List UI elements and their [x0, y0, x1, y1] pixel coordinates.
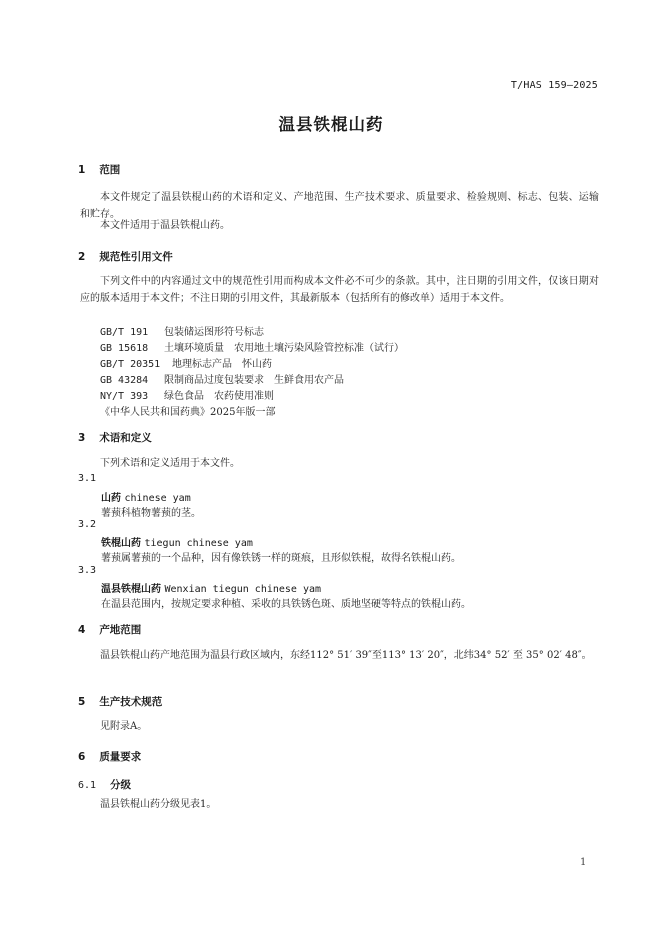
section-title: 生产技术规范: [99, 696, 163, 708]
reference-code: GB 15618: [100, 343, 149, 354]
document-title: 温县铁棍山药: [278, 115, 384, 134]
term-number: 3.1: [78, 473, 97, 484]
reference-item: [100, 355, 272, 370]
reference-name: 绿色食品 农药使用准则: [164, 391, 274, 402]
section-number: 1: [78, 164, 86, 176]
term-number: 3.3: [78, 565, 97, 576]
subsection-6-1-heading: [78, 777, 131, 792]
section-2-heading: [78, 249, 173, 264]
section-number: 4: [78, 624, 86, 636]
term-definition: 薯蓣科植物薯蓣的茎。: [101, 508, 201, 519]
subsection-6-1-paragraph-1: 温县铁棍山药分级见表1。: [100, 799, 217, 810]
term-definition: 薯蓣属薯蓣的一个品种，因有像铁锈一样的斑痕，且形似铁棍，故得名铁棍山药。: [101, 553, 461, 564]
term-english: Wenxian tiegun chinese yam: [164, 584, 322, 595]
term-definition: 在温县范围内，按规定要求种植、采收的具铁锈色斑、质地坚硬等特点的铁棍山药。: [101, 599, 471, 610]
reference-code: GB 43284: [100, 375, 149, 386]
section-4-paragraph-1: 温县铁棍山药产地范围为温县行政区域内，东经112° 51′ 39″至113° 13′ 20″，北纬34° 52′ 至 35° 02′ 48″。: [100, 650, 592, 661]
section-6-heading: [78, 749, 141, 764]
section-1-paragraph-2: 本文件适用于温县铁棍山药。: [100, 220, 230, 231]
term-number: 3.2: [78, 519, 97, 530]
reference-code: NY/T 393: [100, 391, 149, 402]
term-english: chinese yam: [124, 493, 191, 504]
reference-name: 包装储运图形符号标志: [164, 327, 264, 338]
section-title: 范围: [99, 164, 121, 176]
section-5-paragraph-1: 见附录A。: [100, 721, 148, 732]
section-number: 2: [78, 251, 86, 263]
standard-code: T/HAS 159—2025: [510, 80, 598, 91]
section-1-heading: [78, 162, 120, 177]
section-number: 5: [78, 696, 86, 708]
reference-code: GB/T 20351: [100, 359, 161, 370]
page-number: 1: [580, 857, 587, 868]
term-heading: [101, 489, 191, 504]
term-heading: [101, 580, 321, 595]
section-number: 6: [78, 751, 86, 763]
section-title: 规范性引用文件: [99, 251, 173, 263]
section-3-heading: [78, 430, 152, 445]
section-1-paragraph-1: 本文件规定了温县铁棍山药的术语和定义、产地范围、生产技术要求、质量要求、检验规则、标志、包装、运输和贮存。: [80, 192, 599, 220]
term-chinese: 山药: [101, 493, 121, 504]
section-number: 3: [78, 432, 86, 444]
reference-name: 限制商品过度包装要求 生鲜食用农产品: [164, 375, 344, 386]
section-title: 质量要求: [99, 751, 142, 763]
section-title: 产地范围: [99, 624, 142, 636]
section-5-heading: [78, 694, 162, 709]
subsection-number: 6.1: [78, 780, 97, 791]
reference-item: [100, 339, 404, 354]
reference-item: [100, 387, 274, 402]
term-english: tiegun chinese yam: [144, 538, 253, 549]
section-2-paragraph-1: 下列文件中的内容通过文中的规范性引用而构成本文件必不可少的条款。其中，注日期的引用文件，仅该日期对应的版本适用于本文件；不注日期的引用文件，其最新版本（包括所有的修改单）适用于本文件。: [80, 276, 599, 304]
section-4-heading: [78, 622, 141, 637]
term-chinese: 铁棍山药: [101, 538, 141, 549]
reference-item-pharmacopoeia: 《中华人民共和国药典》2025年版一部: [100, 407, 276, 418]
reference-item: [100, 323, 264, 338]
reference-name: 地理标志产品 怀山药: [172, 359, 272, 370]
term-heading: [101, 534, 253, 549]
term-chinese: 温县铁棍山药: [101, 584, 161, 595]
reference-item: [100, 371, 344, 386]
reference-name: 土壤环境质量 农用地土壤污染风险管控标准（试行）: [164, 343, 404, 354]
section-title: 术语和定义: [99, 432, 152, 444]
reference-code: GB/T 191: [100, 327, 149, 338]
section-3-paragraph-1: 下列术语和定义适用于本文件。: [100, 458, 240, 469]
subsection-title: 分级: [110, 779, 132, 791]
